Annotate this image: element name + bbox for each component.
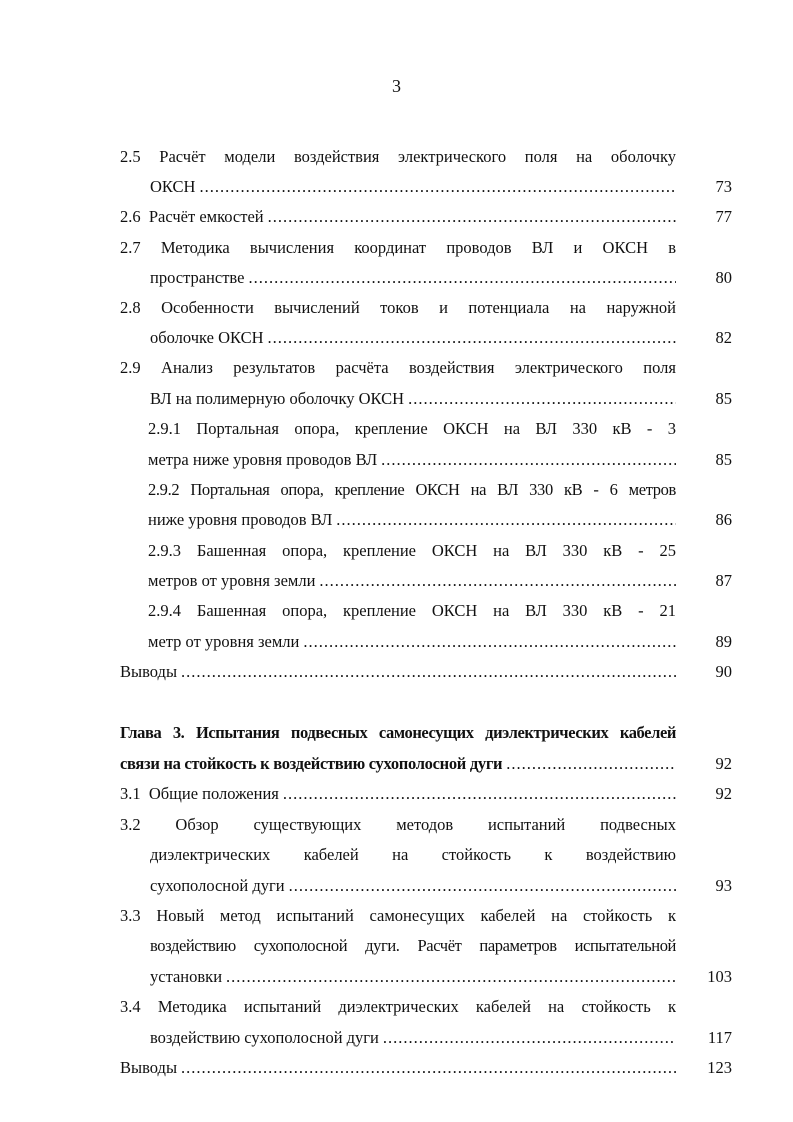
toc-entry-2-8-line-1: 2.8 Особенности вычислений токов и потенциала на наружной bbox=[120, 298, 676, 317]
toc-entry-3-2-line-2: диэлектрических кабелей на стойкость к воздействию bbox=[150, 845, 676, 864]
toc-entry-3-4-line-2 bbox=[150, 1027, 676, 1049]
dot-leader bbox=[379, 1027, 676, 1049]
toc-entry-text: Выводы bbox=[120, 1058, 178, 1077]
dot-leader bbox=[377, 449, 676, 471]
toc-page-2-9: 85 bbox=[715, 389, 732, 408]
toc-entry-2-6 bbox=[120, 206, 676, 228]
dot-leader bbox=[332, 509, 676, 531]
toc-entry-2-9-2-line-2 bbox=[148, 509, 676, 531]
dot-leader bbox=[222, 966, 676, 988]
toc-entry-3-3-line-3 bbox=[150, 966, 676, 988]
toc-entry-2-9-line-2 bbox=[150, 388, 676, 410]
dot-leader bbox=[279, 783, 676, 805]
toc-entry-2-5-line-1: 2.5 Расчёт модели воздействия электрического поля на оболочку bbox=[120, 147, 676, 166]
toc-entry-3-2-line-3 bbox=[150, 875, 676, 897]
dot-leader bbox=[404, 388, 676, 410]
toc-entry-2-9-line-1: 2.9 Анализ результатов расчёта воздействия электрического поля bbox=[120, 358, 676, 377]
toc-page-2-7: 80 bbox=[715, 268, 732, 287]
toc-entry-2-9-3-line-2 bbox=[148, 570, 676, 592]
toc-entry-3-4-line-1: 3.4 Методика испытаний диэлектрических кабелей на стойкость к bbox=[120, 997, 676, 1016]
dot-leader bbox=[195, 176, 676, 198]
toc-entry-text: Выводы bbox=[120, 662, 178, 681]
dot-leader bbox=[285, 875, 676, 897]
toc-entry-3-2-line-1: 3.2 Обзор существующих методов испытаний подвесных bbox=[120, 815, 676, 834]
toc-page-ch2-conclusions: 90 bbox=[715, 662, 732, 681]
toc-entry-2-9-3-line-1: 2.9.3 Башенная опора, крепление ОКСН на ВЛ 330 кВ - 25 bbox=[148, 541, 676, 560]
toc-page-3-1: 92 bbox=[715, 784, 732, 803]
toc-entry-3-1 bbox=[120, 783, 676, 805]
toc-entry-text: воздействию сухополосной дуги bbox=[150, 1028, 379, 1047]
toc-page-2-8: 82 bbox=[715, 328, 732, 347]
toc-page-3-3: 103 bbox=[707, 967, 732, 986]
dot-leader bbox=[177, 1057, 676, 1079]
toc-entry-2-9-2-line-1: 2.9.2 Портальная опора, крепление ОКСН на ВЛ 330 кВ - 6 метров bbox=[148, 480, 676, 499]
toc-entry-ch2-conclusions bbox=[120, 661, 676, 683]
toc-entry-text: установки bbox=[150, 967, 223, 986]
toc-entry-text: метра ниже уровня проводов ВЛ bbox=[148, 450, 378, 469]
toc-entry-text: сухополосной дуги bbox=[150, 876, 285, 895]
toc-entry-text: пространстве bbox=[150, 268, 245, 287]
toc-page-ch3-conclusions: 123 bbox=[707, 1058, 732, 1077]
dot-leader bbox=[264, 327, 676, 349]
toc-entry-ch3-conclusions bbox=[120, 1057, 676, 1079]
toc-page-2-9-2: 86 bbox=[715, 510, 732, 529]
toc-chapter-3-line-1: Глава 3. Испытания подвесных самонесущих диэлектрических кабелей bbox=[120, 723, 676, 742]
toc-entry-text: 2.6 Расчёт емкостей bbox=[120, 207, 264, 226]
dot-leader bbox=[502, 753, 676, 775]
toc-entry-text: 3.1 Общие положения bbox=[120, 784, 279, 803]
toc-entry-text: ВЛ на полимерную оболочку ОКСН bbox=[150, 389, 405, 408]
toc-entry-text: связи на стойкость к воздействию сухополосной дуги bbox=[120, 754, 503, 773]
dot-leader bbox=[299, 631, 676, 653]
toc-entry-2-9-4-line-2 bbox=[148, 631, 676, 653]
toc-entry-2-7-line-2 bbox=[150, 267, 676, 289]
toc-entry-text: метр от уровня земли bbox=[148, 632, 300, 651]
toc-entry-2-9-1-line-1: 2.9.1 Портальная опора, крепление ОКСН на ВЛ 330 кВ - 3 bbox=[148, 419, 676, 438]
toc-page-2-9-4: 89 bbox=[715, 632, 732, 651]
toc-entry-text: ОКСН bbox=[150, 177, 196, 196]
toc-page-2-6: 77 bbox=[715, 207, 732, 226]
toc-entry-2-9-4-line-1: 2.9.4 Башенная опора, крепление ОКСН на ВЛ 330 кВ - 21 bbox=[148, 601, 676, 620]
toc-entry-text: оболочке ОКСН bbox=[150, 328, 264, 347]
toc-entry-3-3-line-2: воздействию сухополосной дуги. Расчёт параметров испытательной bbox=[150, 936, 676, 955]
toc-entry-2-5-line-2 bbox=[150, 176, 676, 198]
toc-page-2-9-1: 85 bbox=[715, 450, 732, 469]
dot-leader bbox=[264, 206, 676, 228]
dot-leader bbox=[315, 570, 676, 592]
toc-page-3-2: 93 bbox=[715, 876, 732, 895]
toc-entry-3-3-line-1: 3.3 Новый метод испытаний самонесущих кабелей на стойкость к bbox=[120, 906, 676, 925]
dot-leader bbox=[177, 661, 676, 683]
toc-entry-2-8-line-2 bbox=[150, 327, 676, 349]
toc-page-2-5: 73 bbox=[715, 177, 732, 196]
toc-page-3-4: 117 bbox=[707, 1028, 732, 1047]
dot-leader bbox=[244, 267, 676, 289]
toc-page-2-9-3: 87 bbox=[715, 571, 732, 590]
page-number: 3 bbox=[392, 76, 401, 96]
toc-entry-text: ниже уровня проводов ВЛ bbox=[148, 510, 333, 529]
toc-page-chapter-3: 92 bbox=[715, 754, 732, 773]
toc-entry-2-9-1-line-2 bbox=[148, 449, 676, 471]
toc-entry-text: метров от уровня земли bbox=[148, 571, 316, 590]
toc-entry-2-7-line-1: 2.7 Методика вычисления координат проводов ВЛ и ОКСН в bbox=[120, 238, 676, 257]
toc-chapter-3-line-2 bbox=[120, 753, 676, 775]
